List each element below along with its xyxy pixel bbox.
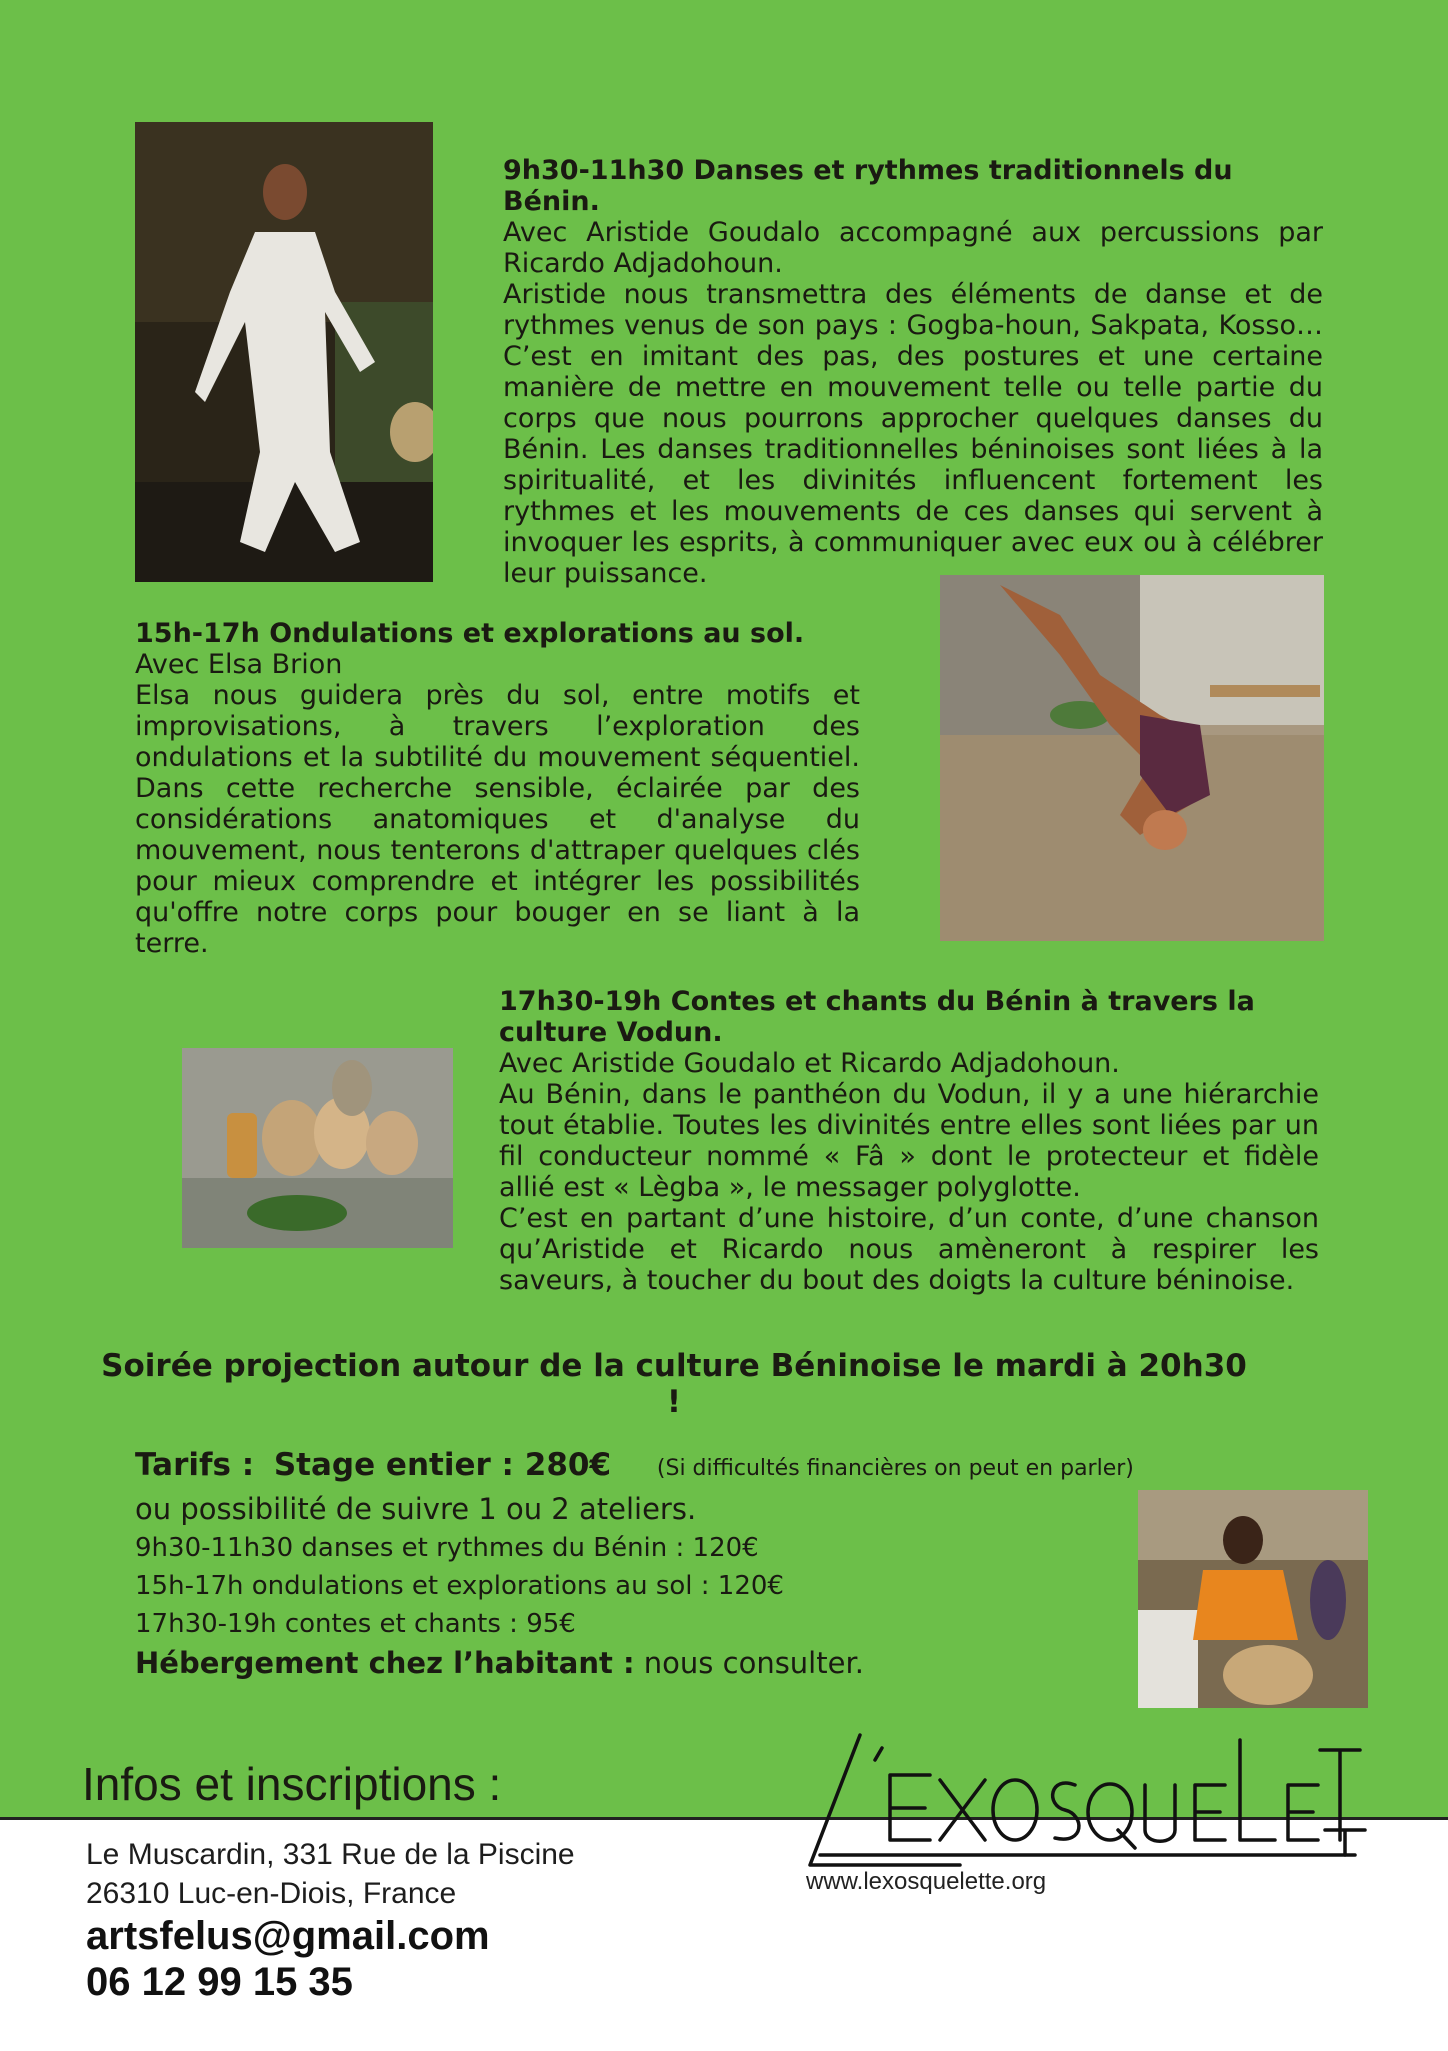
section-contes [499,986,1319,1296]
photo-floor-dancer [940,575,1324,941]
lexosquelette-logo [800,1730,1370,1870]
photo-drums [182,1048,453,1248]
tarifs-note: (Si difficultés financières on peut en parler) [656,1456,1134,1481]
phone-number[interactable]: 06 12 99 15 35 [86,1960,353,2004]
price-item: 15h-17h ondulations et explorations au sol : 120€ [135,1571,784,1601]
address-line-2: 26310 Luc-en-Diois, France [86,1877,457,1910]
section-danses-benin [503,155,1323,589]
photo-drummer [1138,1490,1368,1708]
section-title: 17h30-19h Contes et chants du Bénin à travers la culture Vodun. [499,986,1255,1048]
section-intro: Avec Aristide Goudalo et Ricardo Adjadohoun. [499,1048,1120,1079]
section-description: Elsa nous guidera près du sol, entre motifs et improvisations, à travers l’exploration des ondulations et la subtilité du mouvement séquentiel. Dans cette recherche sensible, éclairée par des considérations anatomiques et d'analyse du mouvement, nous tenterons d'attraper quelques clés pour mieux comprendre et intégrer les possibilités qu'offre notre corps pour bouger en se liant à la terre. [135,680,860,959]
price-item: 17h30-19h contes et chants : 95€ [135,1609,576,1639]
section-description-2: C’est en partant d’une histoire, d’un conte, d’une chanson qu’Aristide et Ricardo nous amèneront à respirer les saveurs, à toucher du bout des doigts la culture béninoise. [499,1203,1319,1296]
tarifs-stage: Stage entier : 280€ [273,1447,612,1483]
tarifs-block [135,1445,1135,1683]
infos-title: Infos et inscriptions : [82,1758,502,1810]
tarifs-label: Tarifs : [135,1447,255,1483]
website-url[interactable]: www.lexosquelette.org [806,1868,1047,1895]
section-intro: Avec Elsa Brion [135,649,343,680]
hebergement-value: nous consulter. [634,1646,864,1680]
section-description: Au Bénin, dans le panthéon du Vodun, il y a une hiérarchie tout établie. Toutes les divinités entre elles sont liées par un fil conducteur nommé « Fâ » dont le protecteur et fidèle allié est « Lègba », le messager polyglotte. [499,1079,1319,1203]
email-link[interactable]: artsfelus@gmail.com [86,1914,490,1958]
section-description: Aristide nous transmettra des éléments de danse et de rythmes venus de son pays : Gogba-houn, Sakpata, Kosso… C’est en imitant des pas, des postures et une certaine manière de mettre en mouvement telle ou telle partie du corps que nous pourrons approcher quelques danses du Bénin. Les danses traditionnelles béninoises sont liées à la spiritualité, et les divinités influencent fortement les rythmes et les mouvements de ces danses qui servent à invoquer les esprits, à communiquer avec eux ou à célébrer leur puissance. [503,279,1323,589]
photo-dancer-white [135,122,433,582]
section-title: 9h30-11h30 Danses et rythmes traditionnels du Bénin. [503,155,1233,217]
address-line-1: Le Muscardin, 331 Rue de la Piscine [86,1838,575,1871]
tarifs-option: ou possibilité de suivre 1 ou 2 ateliers. [135,1492,697,1526]
section-ondulations [135,618,860,959]
address [86,1835,575,1913]
section-intro: Avec Aristide Goudalo accompagné aux percussions par Ricardo Adjadohoun. [503,217,1323,279]
section-title: 15h-17h Ondulations et explorations au sol. [135,618,805,649]
hebergement-label: Hébergement chez l’habitant : [135,1646,635,1680]
price-item: 9h30-11h30 danses et rythmes du Bénin : 120€ [135,1533,759,1563]
soiree-announcement: Soirée projection autour de la culture Béninoise le mardi à 20h30 ! [101,1348,1247,1420]
